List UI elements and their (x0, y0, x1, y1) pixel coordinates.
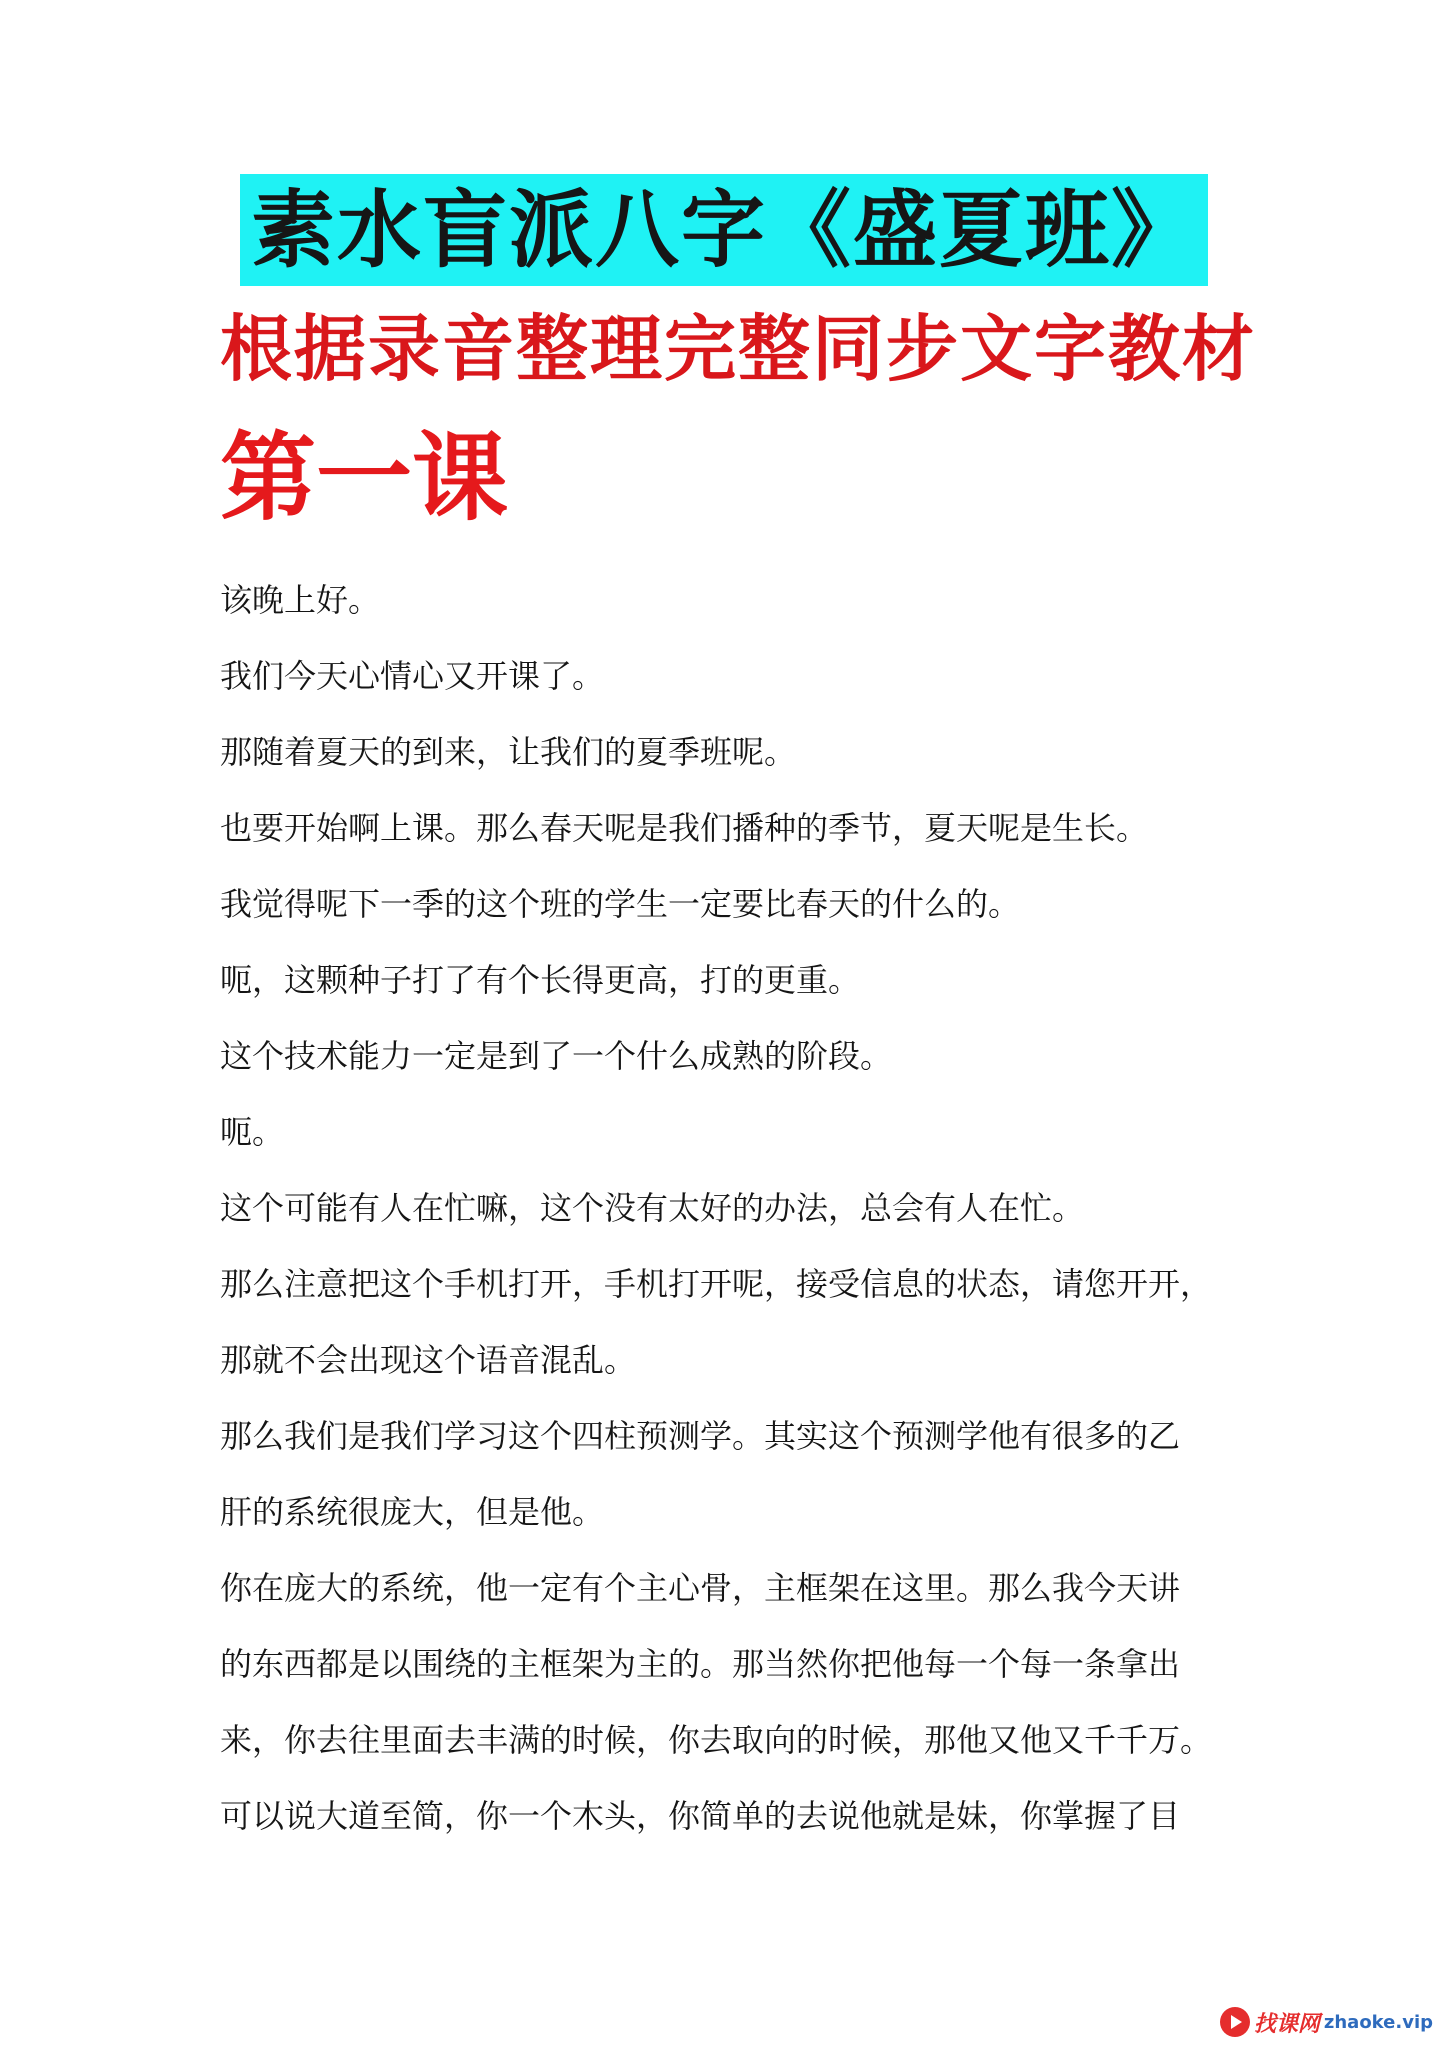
page-title: 素水盲派八字《盛夏班》 (250, 180, 1197, 279)
transcript-line: 我觉得呢下一季的这个班的学生一定要比春天的什么的。 (220, 885, 1021, 923)
site-watermark (1220, 2004, 1433, 2040)
transcript-line: 呃。 (220, 1113, 285, 1151)
transcript-line: 那就不会出现这个语音混乱。 (220, 1341, 637, 1379)
transcript-line: 的东西都是以围绕的主框架为主的。那当然你把他每一个每一条拿出 (220, 1645, 1181, 1683)
transcript-line: 你在庞大的系统，他一定有个主心骨，主框架在这里。那么我今天讲 (220, 1569, 1181, 1607)
transcript-line: 来，你去往里面去丰满的时候，你去取向的时候，那他又他又千千万。 (220, 1721, 1213, 1759)
transcript-line: 那随着夏天的到来，让我们的夏季班呢。 (220, 733, 797, 771)
play-logo-icon (1220, 2007, 1250, 2037)
transcript-line: 那么我们是我们学习这个四柱预测学。其实这个预测学他有很多的乙 (220, 1417, 1181, 1455)
transcript-line: 这个可能有人在忙嘛，这个没有太好的办法，总会有人在忙。 (220, 1189, 1085, 1227)
transcript-body (220, 562, 1230, 1854)
transcript-line: 也要开始啊上课。那么春天呢是我们播种的季节，夏天呢是生长。 (220, 809, 1149, 847)
transcript-line: 那么注意把这个手机打开，手机打开呢，接受信息的状态，请您开开， (220, 1265, 1213, 1303)
lesson-heading: 第一课 (220, 421, 508, 534)
page-subtitle: 根据录音整理完整同步文字教材 (220, 306, 1257, 391)
transcript-line: 我们今天心情心又开课了。 (220, 657, 605, 695)
title-banner (240, 174, 1208, 286)
transcript-line: 该晚上好。 (220, 581, 381, 619)
watermark-domain: zhaoke.vip (1323, 2011, 1433, 2033)
watermark-site-name: 找课网 (1253, 2011, 1320, 2037)
transcript-line: 这个技术能力一定是到了一个什么成熟的阶段。 (220, 1037, 893, 1075)
transcript-line: 可以说大道至简，你一个木头，你简单的去说他就是妹，你掌握了目 (220, 1797, 1181, 1835)
transcript-line: 呃，这颗种子打了有个长得更高，打的更重。 (220, 961, 861, 999)
transcript-line: 肝的系统很庞大，但是他。 (220, 1493, 605, 1531)
